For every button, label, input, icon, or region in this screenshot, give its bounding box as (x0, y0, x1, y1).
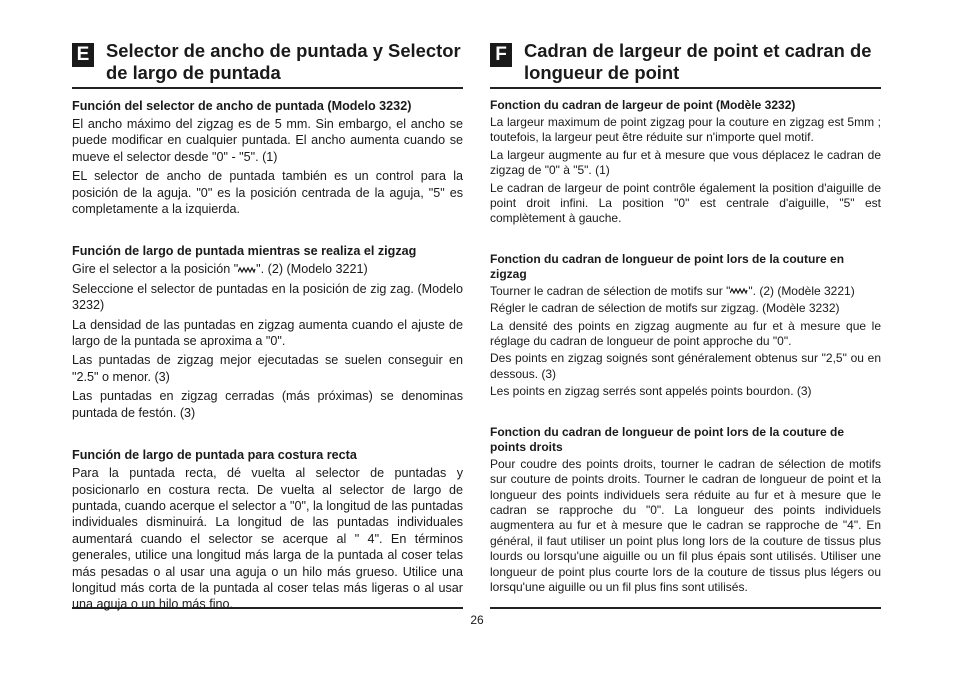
section-title: Función de largo de puntada para costura recta (72, 448, 357, 463)
paragraph: La largeur maximum de point zigzag pour la couture en zigzag est 5mm ; toutefois, la largeur peut être réduite sur n'importe quel motif. (490, 115, 881, 145)
zigzag-stitch-icon (238, 266, 256, 275)
bottom-divider-left (72, 607, 463, 609)
spanish-column (72, 40, 463, 616)
paragraph (72, 261, 463, 277)
section-title: Fonction du cadran de largeur de point (Modèle 3232) (490, 98, 796, 112)
paragraph-text: ". (2) (Modèle 3221) (748, 283, 855, 298)
spanish-heading (72, 40, 463, 89)
spanish-heading-title: Selector de ancho de puntada y Selector de largo de puntada (106, 40, 461, 83)
paragraph: La densité des points en zigzag augmente au fur et à mesure que le réglage du cadran de longueur de point approche du "0". (490, 318, 881, 349)
page-number: 26 (470, 613, 484, 627)
french-section-straight-length (490, 425, 881, 596)
french-column (490, 40, 881, 597)
section-title: Función de largo de puntada mientras se realiza el zigzag (72, 244, 417, 259)
paragraph: Seleccione el selector de puntadas en la posición de zig zag. (Modelo 3232) (72, 281, 463, 313)
paragraph: Las puntadas de zigzag mejor ejecutadas se suelen conseguir en "2.5" o menor. (3) (72, 353, 463, 384)
paragraph: La largeur augmente au fur et à mesure que vous déplacez le cadran de zigzag de "0" à "5". (1) (490, 147, 881, 178)
language-badge-e: E (72, 43, 94, 67)
section-title: Función del selector de ancho de puntada (Modelo 3232) (72, 99, 412, 113)
paragraph: Régler le cadran de sélection de motifs sur zigzag. (Modèle 3232) (490, 301, 840, 316)
language-badge-f: F (490, 43, 512, 67)
paragraph: El ancho máximo del zigzag es de 5 mm. Sin embargo, el ancho se puede modificar en cualquier puntada. El ancho aumenta cuando se mueve el selector desde "0" - "5". (1) (72, 117, 463, 164)
paragraph: Las puntadas en zigzag cerradas (más próximas) se denominas puntada de festón. (3) (72, 389, 463, 420)
paragraph: La densidad de las puntadas en zigzag aumenta cuando el ajuste de largo de la puntada se aproxima a "0". (72, 317, 463, 349)
paragraph (490, 284, 881, 299)
paragraph: Des points en zigzag soignés sont généralement obtenus sur "2,5" ou en dessous. (3) (490, 351, 881, 381)
section-title: Fonction du cadran de longueur de point lors de la couture de points droits (490, 424, 845, 454)
paragraph-text: Tourner le cadran de sélection de motifs sur " (490, 283, 731, 298)
bottom-divider-right (490, 607, 881, 609)
french-heading (490, 40, 881, 89)
spanish-section-zigzag-length (72, 243, 463, 421)
paragraph-text: ". (2) (Modelo 3221) (256, 262, 368, 277)
paragraph: Les points en zigzag serrés sont appelés points bourdon. (3) (490, 384, 812, 399)
paragraph: Para la puntada recta, dé vuelta al selector de puntadas y posicionarlo en costura recta. De vuelta al selector de largo de puntada, cuando acerque el selector a "0", la longitud de las puntadas individuales disminuirá. La longitud de las puntadas individuales aumentará cuando el selector se acerque al " 4". En términos generales, utilice una longitud más larga de la puntada al coser telas más pesadas o al usar una aguja o un hilo más grueso. Utilice una longitud más corta de la puntada al coser telas más ligeras o al usar una aguja o un hilo más fino. (72, 466, 463, 612)
paragraph-text: Gire el selector a la posición " (72, 262, 239, 277)
paragraph: Pour coudre des points droits, tourner le cadran de sélection de motifs sur couture de points droits. Tourner le cadran de longueur de point et la longueur des points individuels sera réduite au fur et à mesure que le cadran se rapproche du "0". La longueur des points individuels augmentera au fur et à mesure que le cadran se rapproche de "4". En général, il faut utiliser un point plus long lors de la couture de tissus plus lourds ou lorsqu'une aiguille ou un fil plus épais sont utilisés. Utiliser une longueur de point plus courte lors de la couture de tissus plus légers ou lorsqu'une aiguille ou un fil plus fins sont utilisés. (490, 456, 881, 594)
spanish-section-straight-length (72, 447, 463, 613)
french-section-width (490, 98, 881, 227)
spanish-section-width (72, 98, 463, 217)
paragraph: EL selector de ancho de puntada también es un control para la posición de la aguja. "0" es la posición centrada de la aguja, "5" es completamente a la izquierda. (72, 169, 463, 217)
section-title: Fonction du cadran de longueur de point lors de la couture en zigzag (490, 251, 845, 281)
paragraph: Le cadran de largeur de point contrôle également la position d'aiguille de point droit infini. La position "0" est centrale d'aiguille, "5" est complètement à gauche. (490, 180, 881, 226)
french-heading-title: Cadran de largeur de point et cadran de longueur de point (524, 40, 872, 83)
french-section-zigzag-length (490, 252, 881, 400)
zigzag-stitch-icon (730, 287, 748, 296)
